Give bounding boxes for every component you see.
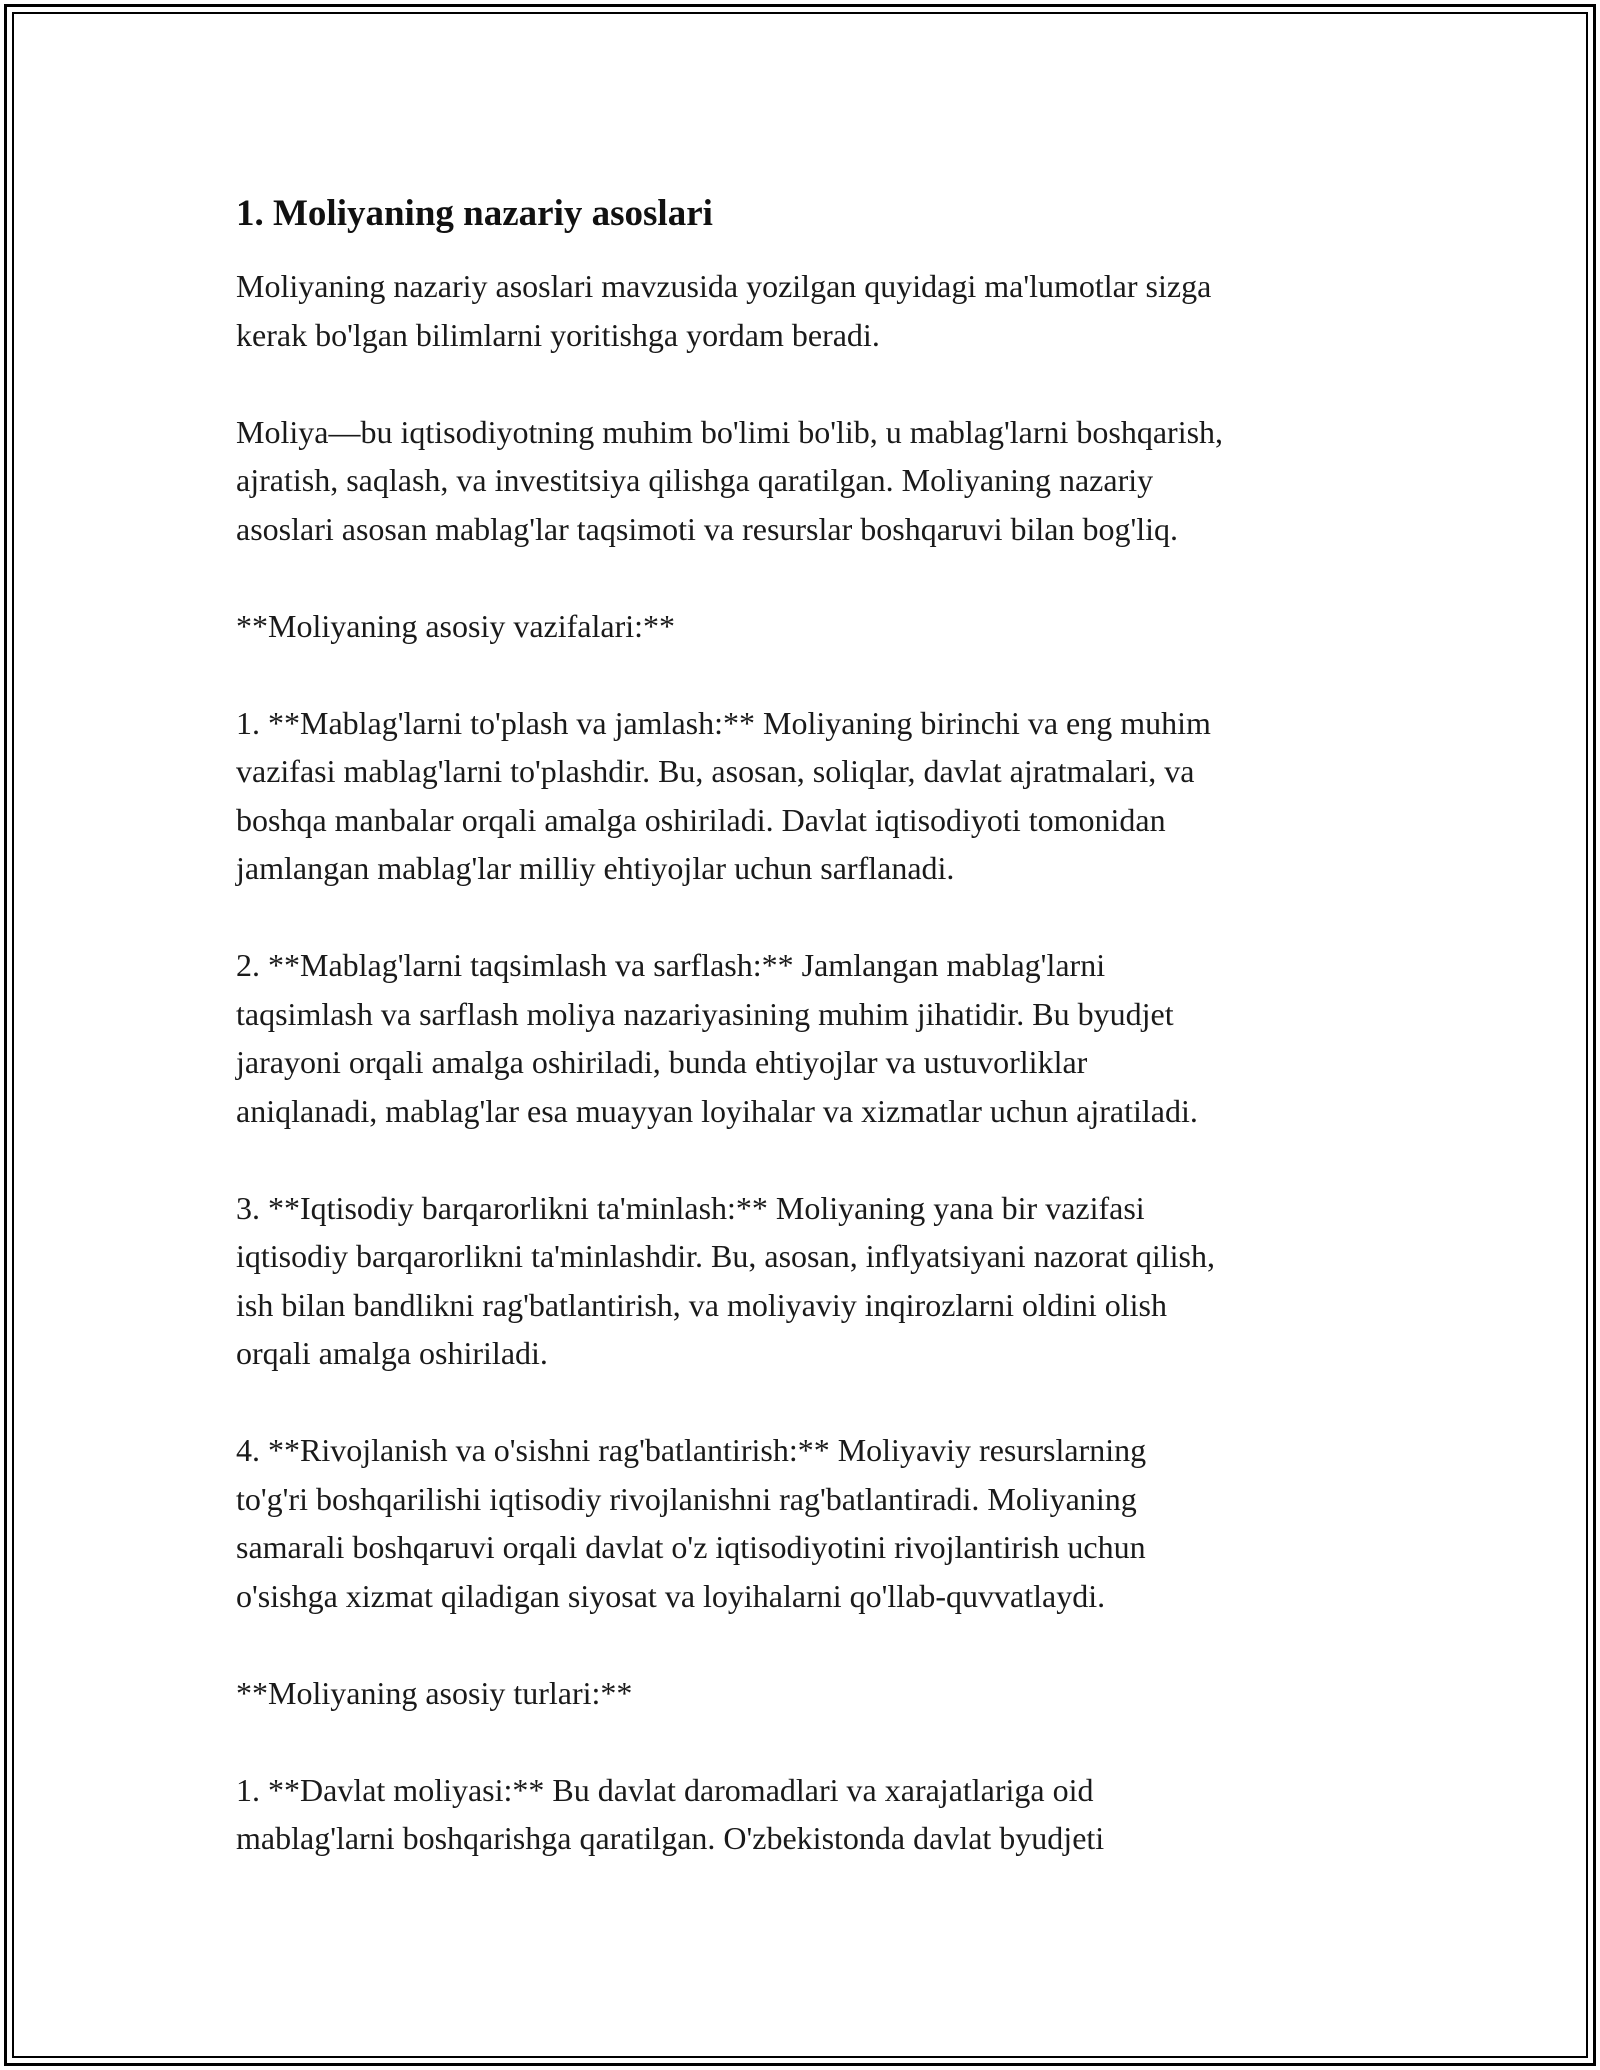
body-paragraph [236,1426,1376,1620]
paragraph-line: Moliya—bu iqtisodiyotning muhim bo'limi bo'lib, u mablag'larni boshqarish, [236,413,1224,450]
paragraph-line: **Moliyaning asosiy turlari:** [236,1674,633,1711]
paragraph-line: samarali boshqaruvi orqali davlat o'z iqtisodiyotini rivojlantirish uchun [236,1529,1146,1565]
paragraph-line: 2. **Mablag'larni taqsimlash va sarflash:** Jamlangan mablag'larni [236,947,1106,983]
paragraph-line: jamlangan mablag'lar milliy ehtiyojlar uchun sarflanadi. [236,850,955,886]
paragraph-line: **Moliyaning asosiy vazifalari:** [236,607,676,644]
paragraph-line: kerak bo'lgan bilimlarni yoritishga yordam beradi. [236,316,880,353]
paragraph-line: 3. **Iqtisodiy barqarorlikni ta'minlash:** Moliyaning yana bir vazifasi [236,1189,1145,1226]
paragraph-line: boshqa manbalar orqali amalga oshiriladi. Davlat iqtisodiyoti tomonidan [236,801,1166,838]
paragraph-line: jarayoni orqali amalga oshiriladi, bunda ehtiyojlar va ustuvorliklar [236,1044,1088,1080]
body-paragraph [236,699,1376,893]
paragraph-line: taqsimlash va sarflash moliya nazariyasining muhim jihatidir. Bu byudjet [236,995,1174,1032]
body-paragraph [236,408,1376,554]
body-paragraph [236,602,1376,651]
document-body [236,192,1376,1911]
document-title: 1. Moliyaning nazariy asoslari [236,193,713,234]
paragraph-line: orqali amalga oshiriladi. [236,1335,548,1371]
paragraph-line: 4. **Rivojlanish va o'sishni rag'batlantirish:** Moliyaviy resurslarning [236,1432,1147,1468]
paragraph-line: o'sishga xizmat qiladigan siyosat va loyihalarni qo'llab-quvvatlaydi. [236,1577,1106,1614]
body-paragraph [236,262,1376,359]
body-paragraph [236,941,1376,1135]
body-paragraph [236,1766,1376,1863]
paragraph-line: ish bilan bandlikni rag'batlantirish, va moliyaviy inqirozlarni oldini olish [236,1286,1167,1323]
paragraph-line: ajratish, saqlash, va investitsiya qilishga qaratilgan. Moliyaning nazariy [236,462,1154,498]
paragraph-line: iqtisodiy barqarorlikni ta'minlashdir. Bu, asosan, inflyatsiyani nazorat qilish, [236,1238,1215,1274]
paragraph-line: asoslari asosan mablag'lar taqsimoti va resurslar boshqaruvi bilan bog'liq. [236,510,1178,547]
paragraph-line: 1. **Mablag'larni to'plash va jamlash:** Moliyaning birinchi va eng muhim [236,704,1211,741]
body-paragraph [236,1184,1376,1378]
paragraph-line: 1. **Davlat moliyasi:** Bu davlat daromadlari va xarajatlariga oid [236,1771,1094,1808]
paragraph-line: vazifasi mablag'larni to'plashdir. Bu, asosan, soliqlar, davlat ajratmalari, va [236,753,1195,789]
paragraph-line: to'g'ri boshqarilishi iqtisodiy rivojlanishni rag'batlantiradi. Moliyaning [236,1480,1137,1517]
paragraph-line: Moliyaning nazariy asoslari mavzusida yozilgan quyidagi ma'lumotlar sizga [236,268,1212,304]
paragraph-list [236,262,1376,1863]
body-paragraph [236,1669,1376,1718]
paragraph-line: aniqlanadi, mablag'lar esa muayyan loyihalar va xizmatlar uchun ajratiladi. [236,1092,1198,1129]
paragraph-line: mablag'larni boshqarishga qaratilgan. O'zbekistonda davlat byudjeti [236,1820,1105,1856]
